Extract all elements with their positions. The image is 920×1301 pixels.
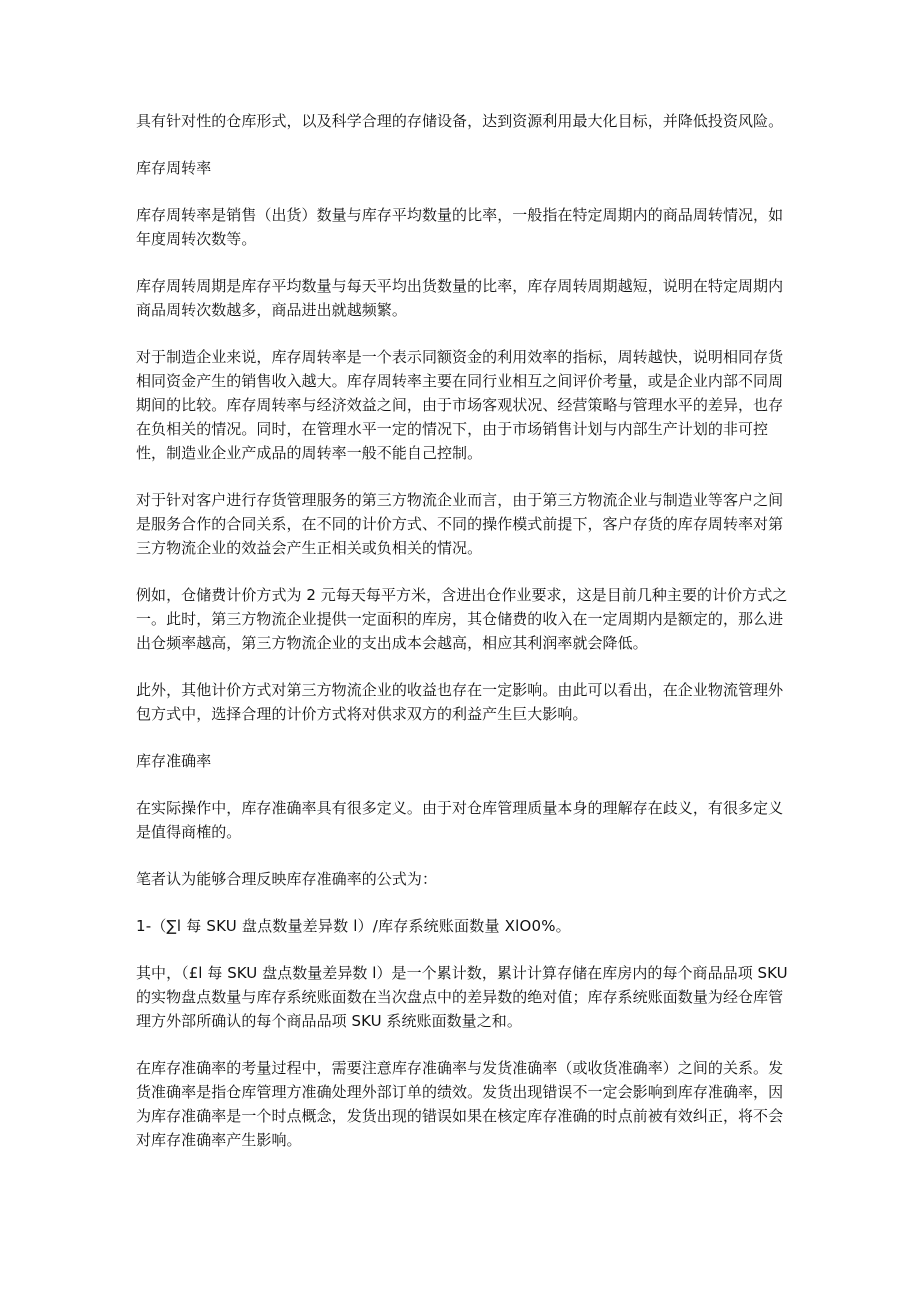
paragraph-intro-tail: 具有针对性的仓库形式，以及科学合理的存储设备，达到资源利用最大化目标，并降低投资风险。 <box>136 112 784 130</box>
formula-line: 1-（∑l 每 SKU 盘点数量差异数 l）/库存系统账面数量 XlO0%。 <box>136 917 571 935</box>
paragraph-pricing-impact: 此外，其他计价方式对第三方物流企业的收益也存在一定影响。由此可以看出，在企业物流管理外包方式中，选择合理的计价方式将对供求双方的利益产生巨大影响。 <box>136 681 784 723</box>
paragraph-third-party-logistics: 对于针对客户进行存货管理服务的第三方物流企业而言，由于第三方物流企业与制造业等客户之间是服务合作的合同关系，在不同的计价方式、不同的操作模式前提下，客户存货的库存周转率对第三方物流企业的效益会产生正相关或负相关的情况。 <box>136 491 784 557</box>
paragraph-pricing-example: 例如，仓储费计价方式为 2 元每天每平方米，含进出仓作业要求，这是目前几种主要的计价方式之一。此时，第三方物流企业提供一定面积的库房，其仓储费的收入在一定周期内是额定的，那么进出仓频率越高，第三方物流企业的支出成本会越高，相应其利润率就会降低。 <box>136 586 788 652</box>
section-heading-inventory-accuracy: 库存准确率 <box>136 752 212 770</box>
paragraph-turnover-cycle: 库存周转周期是库存平均数量与每天平均出货数量的比率，库存周转周期越短，说明在特定周期内商品周转次数越多，商品进出就越频繁。 <box>136 277 784 319</box>
document-page <box>136 109 796 1175</box>
paragraph-formula-intro: 笔者认为能够合理反映库存准确率的公式为： <box>136 870 438 888</box>
paragraph-turnover-definition: 库存周转率是销售（出货）数量与库存平均数量的比率，一般指在特定周期内的商品周转情况，如年度周转次数等。 <box>136 206 784 248</box>
paragraph-formula-explanation: 其中，（£l 每 SKU 盘点数量差异数 l）是一个累计数，累计计算存储在库房内的每个商品品项 SKU 的实物盘点数量与库存系统账面数在当次盘点中的差异数的绝对值；库存系统账面数量为经仓库管理方外部所确认的每个商品品项 SKU 系统账面数量之和。 <box>136 964 788 1030</box>
section-heading-inventory-turnover: 库存周转率 <box>136 159 212 177</box>
paragraph-accuracy-definitions: 在实际操作中，库存准确率具有很多定义。由于对仓库管理质量本身的理解存在歧义，有很多定义是值得商榷的。 <box>136 799 784 841</box>
paragraph-accuracy-vs-shipping: 在库存准确率的考量过程中，需要注意库存准确率与发货准确率（或收货准确率）之间的关系。发货准确率是指仓库管理方准确处理外部订单的绩效。发货出现错误不一定会影响到库存准确率，因为库存准确率是一个时点概念，发货出现的错误如果在核定库存准确的时点前被有效纠正，将不会对库存准确率产生影响。 <box>136 1059 784 1149</box>
paragraph-manufacturing: 对于制造企业来说，库存周转率是一个表示同额资金的利用效率的指标，周转越快，说明相同存货相同资金产生的销售收入越大。库存周转率主要在同行业相互之间评价考量，或是企业内部不同周期间的比较。库存周转率与经济效益之间，由于市场客观状况、经营策略与管理水平的差异，也存在负相关的情况。同时，在管理水平一定的情况下，由于市场销售计划与内部生产计划的非可控性，制造业企业产成品的周转率一般不能自己控制。 <box>136 348 784 462</box>
